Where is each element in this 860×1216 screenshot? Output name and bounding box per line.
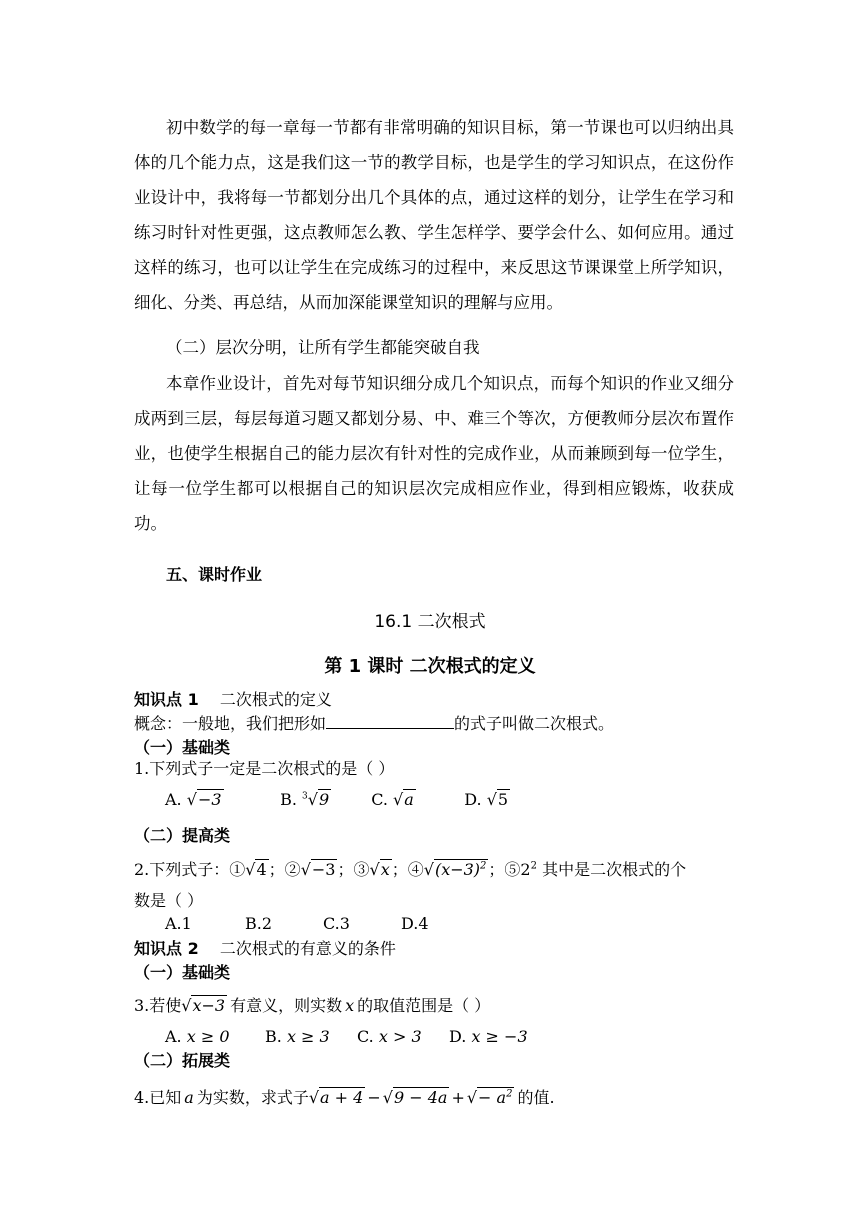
question-1: 1.下列式子一定是二次根式的是（ ） — [134, 759, 395, 778]
question-2: 2.下列式子：①√4 ；②√−3 ；③√x ；$④√(x-3)^2$ ；$⑤2^2$ 其中是二次根式的个 — [134, 860, 687, 879]
concept-blank[interactable] — [326, 714, 454, 729]
chapter-title: 16.1 二次根式 — [374, 612, 486, 632]
concept-text-post: 的式子叫做二次根式。 — [454, 714, 615, 733]
question-3: 3.若使√x−3 有意义，则实数 x 的取值范围是（ ） — [134, 996, 491, 1015]
q2-options — [165, 914, 429, 933]
q4-radical-3: √− $a^2$ — [466, 1088, 513, 1107]
q1-option-b-label: B. — [280, 790, 297, 809]
q1-option-b-radical: $^3$√9 — [302, 790, 330, 809]
q3-option-a[interactable]: A. x ≥ 0 — [165, 1027, 230, 1046]
q4-radical-2: √9 − 4a — [382, 1088, 448, 1107]
kp1-concept — [134, 711, 614, 734]
section-heading: 五、课时作业 — [166, 565, 263, 584]
kp2-label: 知识点 2 — [134, 939, 199, 958]
kp2-title: 二次根式的有意义的条件 — [219, 939, 396, 958]
q1-option-b[interactable] — [280, 790, 366, 809]
kp1-title: 二次根式的定义 — [219, 690, 332, 709]
q1-option-c[interactable] — [371, 790, 459, 809]
kp1-heading — [134, 687, 332, 710]
q2-option-b[interactable]: B.2 — [245, 914, 273, 933]
q1-option-d-label: D. — [464, 790, 482, 809]
q2-option-c[interactable]: C.3 — [323, 914, 350, 933]
q4-radical-1: √a + 4 — [308, 1088, 364, 1107]
q3-option-d[interactable]: D. x ≥ −3 — [449, 1027, 528, 1046]
q2-radical-3: √x — [369, 860, 390, 879]
q3-option-c[interactable]: C. x > 3 — [357, 1027, 422, 1046]
q3-radical: √x−3 — [181, 996, 226, 1015]
q1-option-c-label: C. — [371, 790, 388, 809]
kp2-extend-heading: （二）拓展类 — [134, 1051, 231, 1070]
question-4: 4.已知 a 为实数，求式子√a + 4 − √9 − 4a + √− $a^2$ 的值. — [134, 1088, 555, 1107]
q2-radical-4: $√(x-3)^2$ — [423, 860, 487, 879]
q2-radical-1: √4 — [245, 860, 267, 879]
lesson-title: 第 1 课时 二次根式的定义 — [324, 656, 536, 677]
q3-option-b[interactable]: B. x ≥ 3 — [265, 1027, 330, 1046]
q2-radical-2: √−3 — [300, 860, 336, 879]
q1-option-a-radical: √−3 — [186, 790, 222, 809]
q1-options — [165, 790, 510, 809]
kp2-heading — [134, 936, 396, 959]
kp1-basic-heading: （一）基础类 — [134, 738, 231, 757]
q3-options — [165, 1027, 528, 1046]
q1-option-a[interactable] — [165, 790, 275, 809]
kp2-basic-heading: （一）基础类 — [134, 963, 231, 982]
kp1-advanced-heading: （二）提高类 — [134, 826, 231, 845]
q2-option-d[interactable]: D.4 — [401, 914, 429, 933]
q1-option-d[interactable] — [464, 790, 510, 809]
concept-text-pre: 概念：一般地，我们把形如 — [134, 714, 327, 733]
question-2-line-2: 数是（ ） — [134, 891, 204, 910]
kp1-label: 知识点 1 — [134, 690, 199, 709]
intro-heading-2: （二）层次分明，让所有学生都能突破自我 — [166, 338, 480, 357]
q1-option-d-radical: √5 — [486, 790, 509, 809]
q1-option-c-radical: √a — [393, 790, 414, 809]
intro-paragraph-2: 本章作业设计，首先对每节知识细分成几个知识点，而每个知识的作业又细分成两到三层，每层每道习题又都划分易、中、难三个等次，方便教师分层次布置作业，也使学生根据自己的能力层次有针对性的完成作业，从而兼顾到每一位学生，让每一位学生都可以根据自己的知识层次完成相应作业，得到相应锻炼，收获成功。 — [134, 374, 734, 533]
q1-option-a-label: A. — [165, 790, 182, 809]
intro-paragraph-1: 初中数学的每一章每一节都有非常明确的知识目标，第一节课也可以归纳出具体的几个能力点，这是我们这一节的教学目标，也是学生的学习知识点，在这份作业设计中，我将每一节都划分出几个具体的点，通过这样的划分，让学生在学习和练习时针对性更强，这点教师怎么教、学生怎样学、要学会什么、如何应用。通过这样的练习，也可以让学生在完成练习的过程中，来反思这节课课堂上所学知识，细化、分类、再总结，从而加深能课堂知识的理解与应用。 — [134, 118, 734, 312]
q2-option-a[interactable]: A.1 — [165, 914, 192, 933]
